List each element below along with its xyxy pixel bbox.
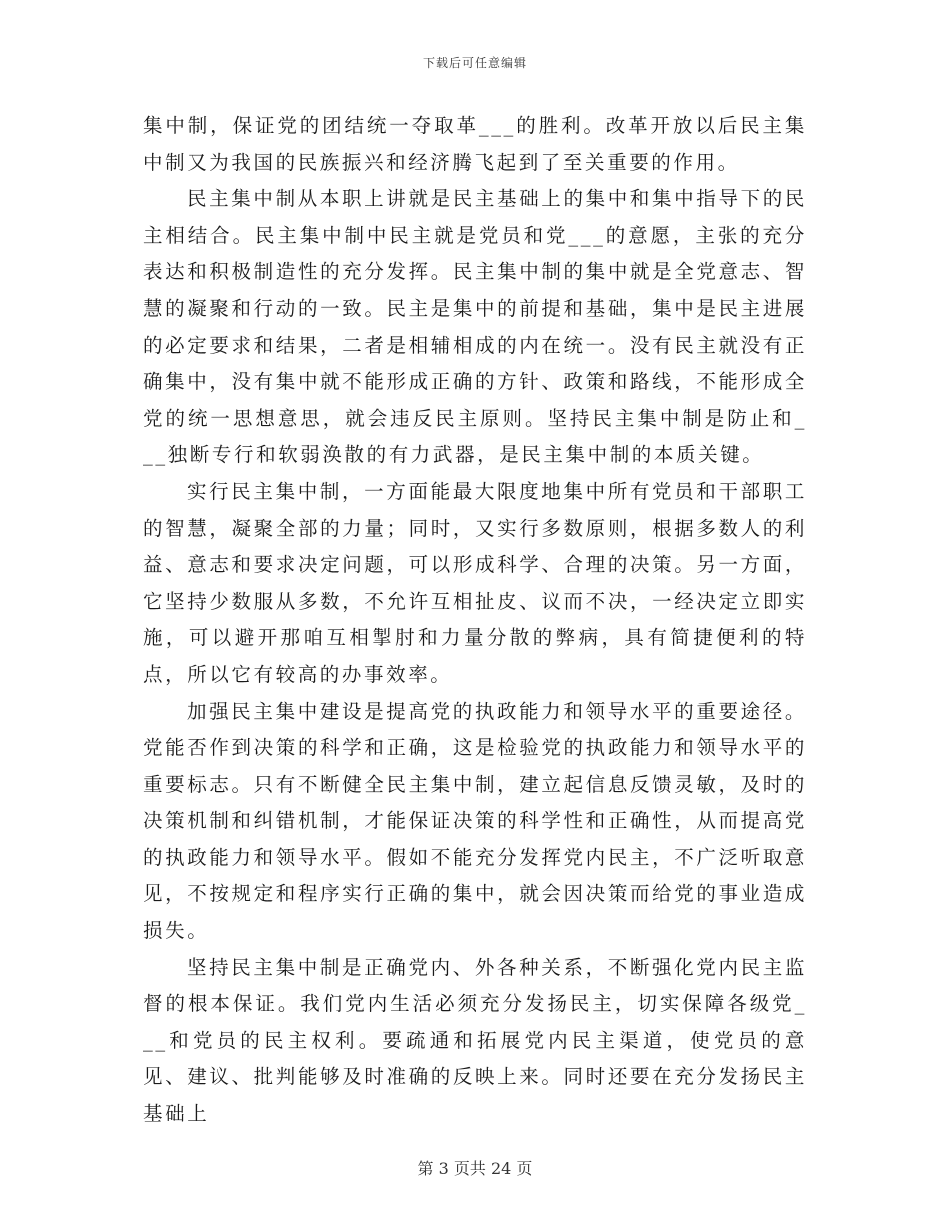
page-header: 下载后可任意编辑 <box>422 56 527 70</box>
paragraph-2: 民主集中制从本职上讲就是民主基础上的集中和集中指导下的民主相结合。民主集中制中民主就是党员和党___的意愿，主张的充分表达和积极制造性的充分发挥。民主集中制的集中就是全党意志、智慧的凝聚和行动的一致。民主是集中的前提和基础，集中是民主进展的必定要求和结果，二者是相辅相成的内在统一。没有民主就没有正确集中，没有集中就不能形成正确的方针、政策和路线，不能形成全党的统一思想意思，就会违反民主原则。坚持民主集中制是防止和___独断专行和软弱涣散的有力武器，是民主集中制的本质关键。 <box>143 187 807 467</box>
paragraph-4: 加强民主集中建设是提高党的执政能力和领导水平的重要途径。党能否作到决策的科学和正确，这是检验党的执政能力和领导水平的重要标志。只有不断健全民主集中制，建立起信息反馈灵敏，及时的决策机制和纠错机制，才能保证决策的科学性和正确性，从而提高党的执政能力和领导水平。假如不能充分发挥党内民主，不广泛听取意见，不按规定和程序实行正确的集中，就会因决策而给党的事业造成损失。 <box>143 699 807 943</box>
paragraph-1: 集中制，保证党的团结统一夺取革___的胜利。改革开放以后民主集中制又为我国的民族振兴和经济腾飞起到了至关重要的作用。 <box>143 114 807 174</box>
paragraph-3: 实行民主集中制，一方面能最大限度地集中所有党员和干部职工的智慧，凝聚全部的力量；同时，又实行多数原则，根据多数人的利益、意志和要求决定问题，可以形成科学、合理的决策。另一方面，它坚持少数服从多数，不允许互相扯皮、议而不决，一经决定立即实施，可以避开那咱互相掣肘和力量分散的弊病，具有简捷便利的特点，所以它有较高的办事效率。 <box>143 479 807 686</box>
document-body <box>143 108 807 1133</box>
page-number-footer: 第 3 页共 24 页 <box>417 1159 533 1178</box>
paragraph-5: 坚持民主集中制是正确党内、外各种关系，不断强化党内民主监督的根本保证。我们党内生活必须充分发扬民主，切实保障各级党___和党员的民主权利。要疏通和拓展党内民主渠道，使党员的意见、建议、批判能够及时准确的反映上来。同时还要在充分发扬民主基础上 <box>143 955 807 1126</box>
